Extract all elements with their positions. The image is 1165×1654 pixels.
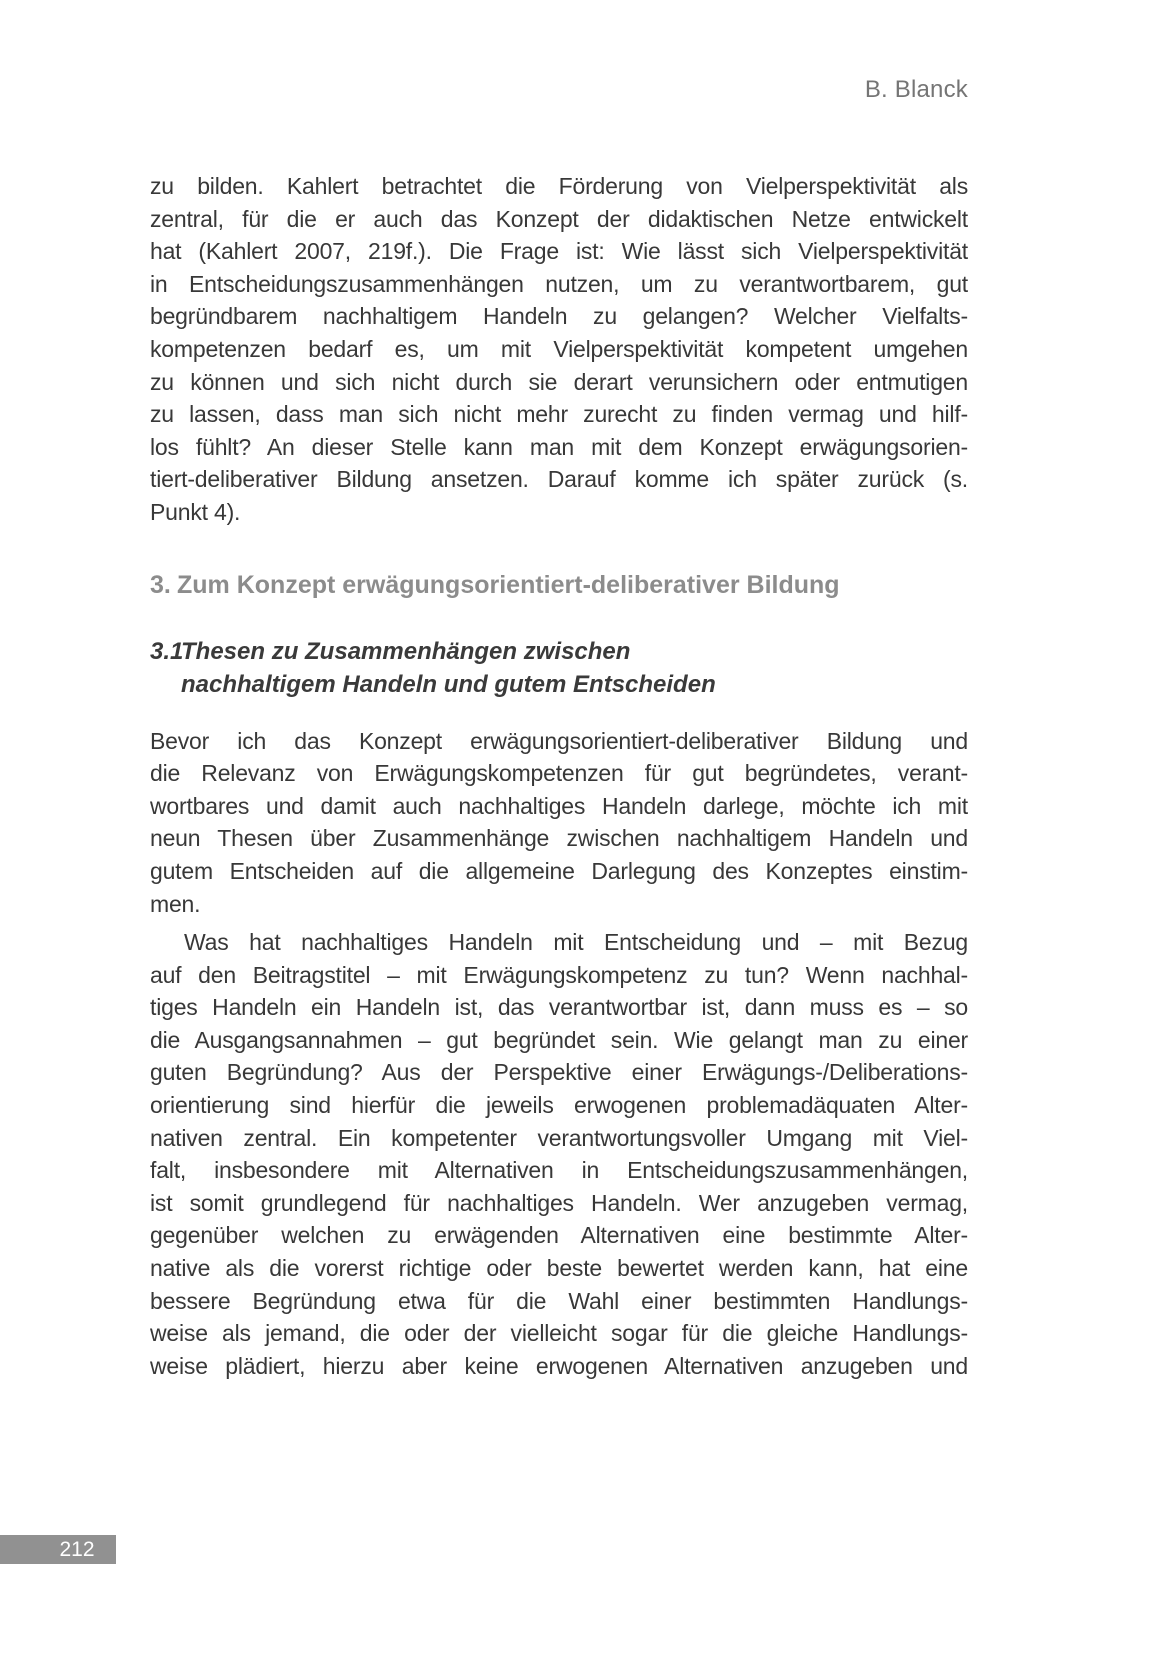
page-number-badge: 212 [0,1535,116,1564]
text-line: los fühlt? An dieser Stelle kann man mit dem Konzept erwägungsorien- [150,433,968,460]
subsection-number: 3.1 [150,637,184,665]
text-line: men. [150,890,201,917]
text-line: Bevor ich das Konzept erwägungsorientiert-deliberativer Bildung und [150,727,968,754]
text-line: Was hat nachhaltiges Handeln mit Entscheidung und – mit Bezug [184,929,968,956]
section-number: 3. [150,570,171,599]
text-line: die Relevanz von Erwägungskompetenzen für gut begründetes, verant- [150,760,968,787]
subsection-heading-3-1 [150,635,968,701]
text-line: tiert-deliberativer Bildung ansetzen. Darauf komme ich später zurück (s. [150,466,968,493]
running-head-author: B. Blanck [864,76,968,103]
text-line: native als die vorerst richtige oder beste bewertet werden kann, hat eine [150,1255,968,1282]
text-line: gutem Entscheiden auf die allgemeine Darlegung des Konzeptes einstim- [150,857,968,884]
text-line: weise plädiert, hierzu aber keine erwogenen Alternativen anzugeben und [150,1352,968,1379]
text-line: zu bilden. Kahlert betrachtet die Förderung von Vielperspektivität als [150,173,968,199]
text-line: begründbarem nachhaltigem Handeln zu gelangen? Welcher Vielfalts- [150,303,968,330]
text-line: nativen zentral. Ein kompetenter verantwortungsvoller Umgang mit Viel- [150,1124,968,1151]
text-line: kompetenzen bedarf es, um mit Vielperspektivität kompetent umgehen [150,335,968,362]
section-heading-3 [150,568,968,602]
text-line: die Ausgangsannahmen – gut begründet sein. Wie gelangt man zu einer [150,1026,968,1053]
text-line: hat (Kahlert 2007, 219f.). Die Frage ist: Wie lässt sich Vielperspektivität [150,238,968,265]
text-column [150,170,968,1382]
text-line: neun Thesen über Zusammenhänge zwischen nachhaltigem Handeln und [150,825,968,852]
text-line: gegenüber welchen zu erwägenden Alternativen eine bestimmte Alter- [150,1222,968,1249]
text-line: zu lassen, dass man sich nicht mehr zurecht zu finden vermag und hilf- [150,401,968,428]
section-title: Zum Konzept erwägungsorientiert-deliberativer Bildung [177,570,840,599]
paragraph-nachhaltiges-handeln [150,926,968,1382]
subsection-title-line2: nachhaltigem Handeln und gutem Entscheiden [181,670,716,698]
text-line: Punkt 4). [150,498,241,525]
paragraph-intro-theses [150,725,968,921]
text-line: wortbares und damit auch nachhaltiges Handeln darlege, möchte ich mit [150,792,968,819]
text-line: tiges Handeln ein Handeln ist, das verantwortbar ist, dann muss es – so [150,994,968,1021]
subsection-title-line1: Thesen zu Zusammenhängen zwischen [181,637,631,665]
text-line: in Entscheidungszusammenhängen nutzen, um zu verantwortbarem, gut [150,270,968,297]
text-line: zentral, für die er auch das Konzept der didaktischen Netze entwickelt [150,205,968,232]
text-line: auf den Beitragstitel – mit Erwägungskompetenz zu tun? Wenn nachhal- [150,961,968,988]
text-line: falt, insbesondere mit Alternativen in Entscheidungszusammenhängen, [150,1157,968,1184]
text-line: guten Begründung? Aus der Perspektive einer Erwägungs-/Deliberations- [150,1059,968,1086]
text-line: zu können und sich nicht durch sie derart verunsichern oder entmutigen [150,368,968,395]
text-line: bessere Begründung etwa für die Wahl einer bestimmten Handlungs- [150,1287,968,1314]
text-line: ist somit grundlegend für nachhaltiges Handeln. Wer anzugeben vermag, [150,1189,968,1216]
text-line: weise als jemand, die oder der vielleicht sogar für die gleiche Handlungs- [150,1320,968,1347]
paragraph-continuation [150,170,968,529]
text-line: orientierung sind hierfür die jeweils erwogenen problemadäquaten Alter- [150,1092,968,1119]
